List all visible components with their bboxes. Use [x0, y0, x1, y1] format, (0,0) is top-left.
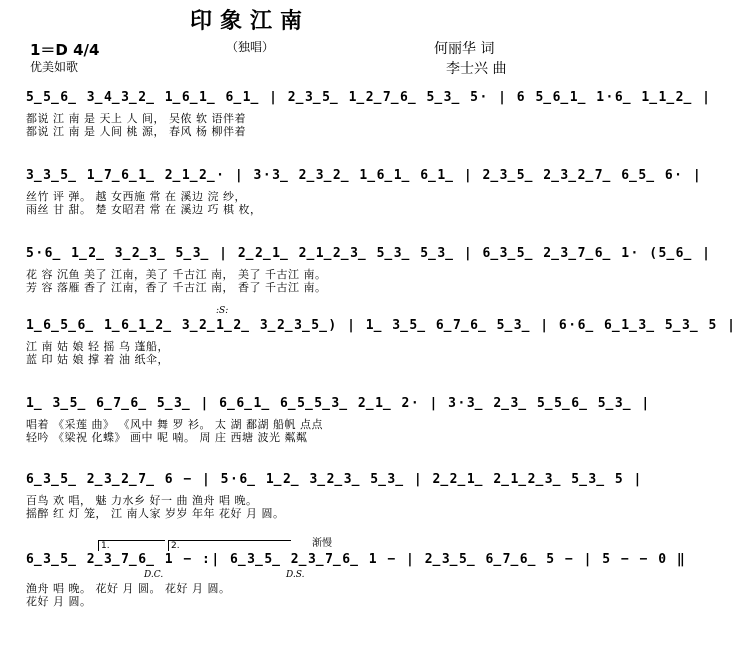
composer-credit: 李士兴 曲 [446, 61, 507, 77]
staff-4 [26, 306, 736, 376]
staff-6 [26, 460, 643, 530]
lyric-line-1: 渔舟 唱 晚。 花好 月 圆。 花好 月 圆。 [26, 582, 231, 595]
volta-bracket-1: 1. [98, 540, 165, 551]
lyric-line-1: 唱着 《采莲 曲》 《风中 舞 罗 衫。 太 湖 鄱湖 船帆 点点 [26, 418, 323, 431]
lyric-line-2: 花好 月 圆。 [26, 595, 92, 608]
ds-mark: D.S. [286, 570, 305, 580]
staff-2 [26, 156, 703, 226]
staff-notes: 6̲3̲5̲ 2̲3̲2̲7̲ 6 − | 5·6̲ 1̲2̲ 3̲2̲3̲ 5̲3̲ | 2̲2̲1̲ 2̲1̲2̲3̲ 5̲3̲ 5 | [26, 472, 643, 487]
tempo-marking: 渐慢 [312, 538, 332, 549]
lyric-line-2: 轻吟 《梁祝 化蝶》 画中 呢 喃。 周 庄 西塘 波光 粼粼 [26, 431, 308, 444]
staff-notes: 3̲3̲5̲ 1̲7̲6̲1̲ 2̲1̲2̲· | 3·3̲ 2̲3̲2̲ 1̲6̲1̲ 6̲1̲ | 2̲3̲5̲ 2̲3̲2̲7̲ 6̲5̲ 6· | [26, 168, 703, 183]
lyric-line-2: 都说 江 南 是 人间 桃 源， 春风 杨 柳伴着 [26, 125, 246, 138]
lyricist-credit: 何丽华 词 [434, 41, 495, 57]
song-subtitle: （独唱） [225, 40, 274, 54]
staff-notes: 5·6̲ 1̲2̲ 3̲2̲3̲ 5̲3̲ | 2̲2̲1̲ 2̲1̲2̲3̲ 5̲3̲ 5̲3̲ | 6̲3̲5̲ 2̲3̲7̲6̲ 1· (5̲6̲ | [26, 246, 712, 261]
staff-notes: 1̲6̲5̲6̲ 1̲6̲1̲2̲ 3̲2̲1̲2̲ 3̲2̲3̲5̲) | 1̲ 3̲5̲ 6̲7̲6̲ 5̲3̲ | 6·6̲ 6̲1̲3̲ 5̲3̲ 5 | [26, 318, 736, 333]
volta-bracket-2: 2. [168, 540, 291, 551]
staff-notes: 1̲ 3̲5̲ 6̲7̲6̲ 5̲3̲ | 6̲6̲1̲ 6̲5̲5̲3̲ 2̲1̲ 2· | 3·3̲ 2̲3̲ 5̲5̲6̲ 5̲3̲ | [26, 396, 651, 411]
staff-notes: 6̲3̲5̲ 2̲3̲7̲6̲ 1 − :| 6̲3̲5̲ 2̲3̲7̲6̲ 1 − | 2̲3̲5̲ 6̲7̲6̲ 5 − | 5 − − 0 ‖ [26, 552, 687, 567]
lyric-line-2: 芳 容 落雁 香了 江南，香了 千古江 南， 香了 千古江 南。 [26, 281, 327, 294]
lyric-line-2: 摇醉 红 灯 笼， 江 南人家 岁岁 年年 花好 月 圆。 [26, 507, 285, 520]
staff-5 [26, 384, 651, 454]
segno-mark: :S: [216, 306, 229, 316]
lyric-line-2: 雨丝 甘 甜。 楚 女昭君 常 在 溪边 巧 棋 枚， [26, 203, 262, 216]
staff-3 [26, 234, 712, 304]
lyric-line-1: 花 容 沉鱼 美了 江南，美了 千古江 南， 美了 千古江 南。 [26, 268, 327, 281]
song-title: 印象江南 [189, 8, 310, 34]
lyric-line-1: 丝竹 评 弹。 越 女西施 常 在 溪边 浣 纱， [26, 190, 246, 203]
lyric-line-1: 百鸟 欢 唱， 魅 力水乡 好一 曲 渔舟 唱 晚。 [26, 494, 258, 507]
dc-mark: D.C. [144, 570, 164, 580]
lyric-line-1: 都说 江 南 是 天上 人 间， 吴侬 软 语伴着 [26, 112, 246, 125]
lyric-line-2: 蓝 印 姑 娘 撑 着 油 纸伞， [26, 353, 169, 366]
performance-style: 优美如歌 [30, 60, 79, 74]
lyric-line-1: 江 南 姑 娘 轻 摇 乌 蓬船， [26, 340, 169, 353]
key-signature: 1＝D 4/4 [30, 41, 100, 59]
staff-1 [26, 78, 712, 148]
staff-notes: 5̲5̲6̲ 3̲4̲3̲2̲ 1̲6̲1̲ 6̲1̲ | 2̲3̲5̲ 1̲2̲7̲6̲ 5̲3̲ 5· | 6 5̲6̲1̲ 1·6̲ 1̲1̲2̲ | [26, 90, 712, 105]
staff-7 [26, 538, 687, 610]
